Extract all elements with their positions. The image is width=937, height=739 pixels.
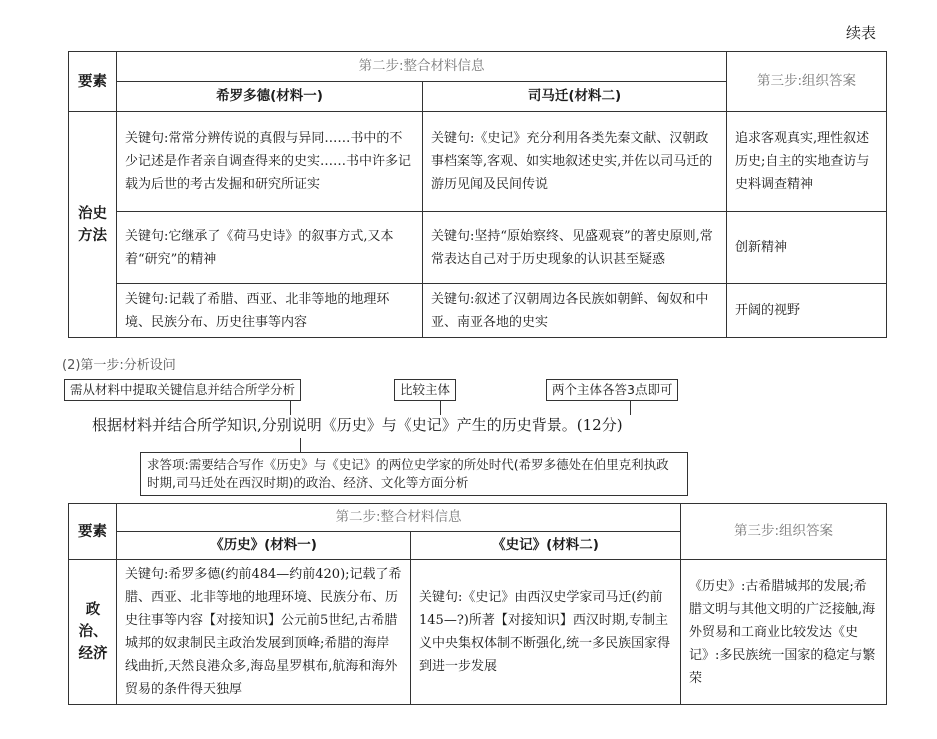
table2-row-col2: 关键句:《史记》由西汉史学家司马迁(约前145—?)所著【对接知识】西汉时期,专制主义中央集权体制不断强化,统一多民族国家得到进一步发展 [411, 560, 681, 705]
connector-left [290, 401, 291, 415]
connector-answer [300, 438, 301, 452]
table1-header-col2: 司马迁(材料二) [423, 82, 727, 112]
table2-element-text: 政治、经济 [78, 602, 108, 662]
table2-row-col3: 《历史》:古希腊城邦的发展;希腊文明与其他文明的广泛接触,海外贸易和工商业比较发达《史记》:多民族统一国家的稳定与繁荣 [681, 560, 887, 705]
table1-element-text: 治史方法 [78, 205, 107, 244]
table2-header-step3: 第三步:组织答案 [681, 504, 887, 560]
annotation-comparison-subject: 比较主体 [394, 379, 456, 401]
table1-row2-col3: 创新精神 [727, 212, 887, 284]
table1-header-element: 要素 [69, 52, 117, 112]
question-text: 根据材料并结合所学知识,分别说明《历史》与《史记》产生的历史背景。(12分) [92, 416, 623, 434]
table1-row1-col2: 关键句:《史记》充分利用各类先秦文献、汉朝政事档案等,客观、如实地叙述史实,并佐以司马迁的游历见闻及民间传说 [423, 112, 727, 212]
table-political-economic [68, 503, 887, 705]
table1-row3-col1: 关键句:记载了希腊、西亚、北非等地的地理环境、民族分布、历史往事等内容 [117, 284, 423, 338]
connector-right [630, 401, 631, 415]
table1-header-step3: 第三步:组织答案 [727, 52, 887, 112]
continuation-label: 续表 [846, 24, 877, 42]
table2-row-col1: 关键句:希罗多德(约前484—约前420);记载了希腊、西亚、北非等地的地理环境、民族分布、历史往事等内容【对接知识】公元前5世纪,古希腊城邦的奴隶制民主政治发展到顶峰;希腊的海岸线曲折,天然良港众多,海岛星罗棋布,航海和海外贸易的条件得天独厚 [117, 560, 411, 705]
connector-mid [440, 401, 441, 415]
annotation-extract-info: 需从材料中提取关键信息并结合所学分析 [64, 379, 301, 401]
table1-element-label [69, 112, 117, 338]
table1-row2-col2: 关键句:坚持“原始察终、见盛观衰”的著史原则,常常表达自己对于历史现象的认识甚至疑惑 [423, 212, 727, 284]
section2-heading: (2)第一步:分析设问 [62, 358, 176, 373]
table2-header-step2: 第二步:整合材料信息 [117, 504, 681, 532]
answer-hint-box: 求答项:需要结合写作《历史》与《史记》的两位史学家的所处时代(希罗多德处在伯里克利执政时期,司马迁处在西汉时期)的政治、经济、文化等方面分析 [140, 452, 688, 496]
table1-row3-col3: 开阔的视野 [727, 284, 887, 338]
table-row [69, 112, 887, 212]
table2-header-element: 要素 [69, 504, 117, 560]
table1-row3-col2: 关键句:叙述了汉朝周边各民族如朝鲜、匈奴和中亚、南亚各地的史实 [423, 284, 727, 338]
table1-row2-col1: 关键句:它继承了《荷马史诗》的叙事方式,又本着“研究”的精神 [117, 212, 423, 284]
table2-element-label [69, 560, 117, 705]
table1-row1-col1: 关键句:常常分辨传说的真假与异同……书中的不少记述是作者亲自调查得来的史实……书中许多记载为后世的考古发掘和研究所证实 [117, 112, 423, 212]
table-row [69, 212, 887, 284]
table1-row1-col3: 追求客观真实,理性叙述历史;自主的实地查访与史料调查精神 [727, 112, 887, 212]
table-row [69, 560, 887, 705]
table-governance-methods [68, 51, 887, 338]
table1-header-step2: 第二步:整合材料信息 [117, 52, 727, 82]
table2-header-col2: 《史记》(材料二) [411, 532, 681, 560]
table2-header-col1: 《历史》(材料一) [117, 532, 411, 560]
table-row [69, 284, 887, 338]
table1-header-col1: 希罗多德(材料一) [117, 82, 423, 112]
annotation-answer-points: 两个主体各答3点即可 [546, 379, 678, 401]
